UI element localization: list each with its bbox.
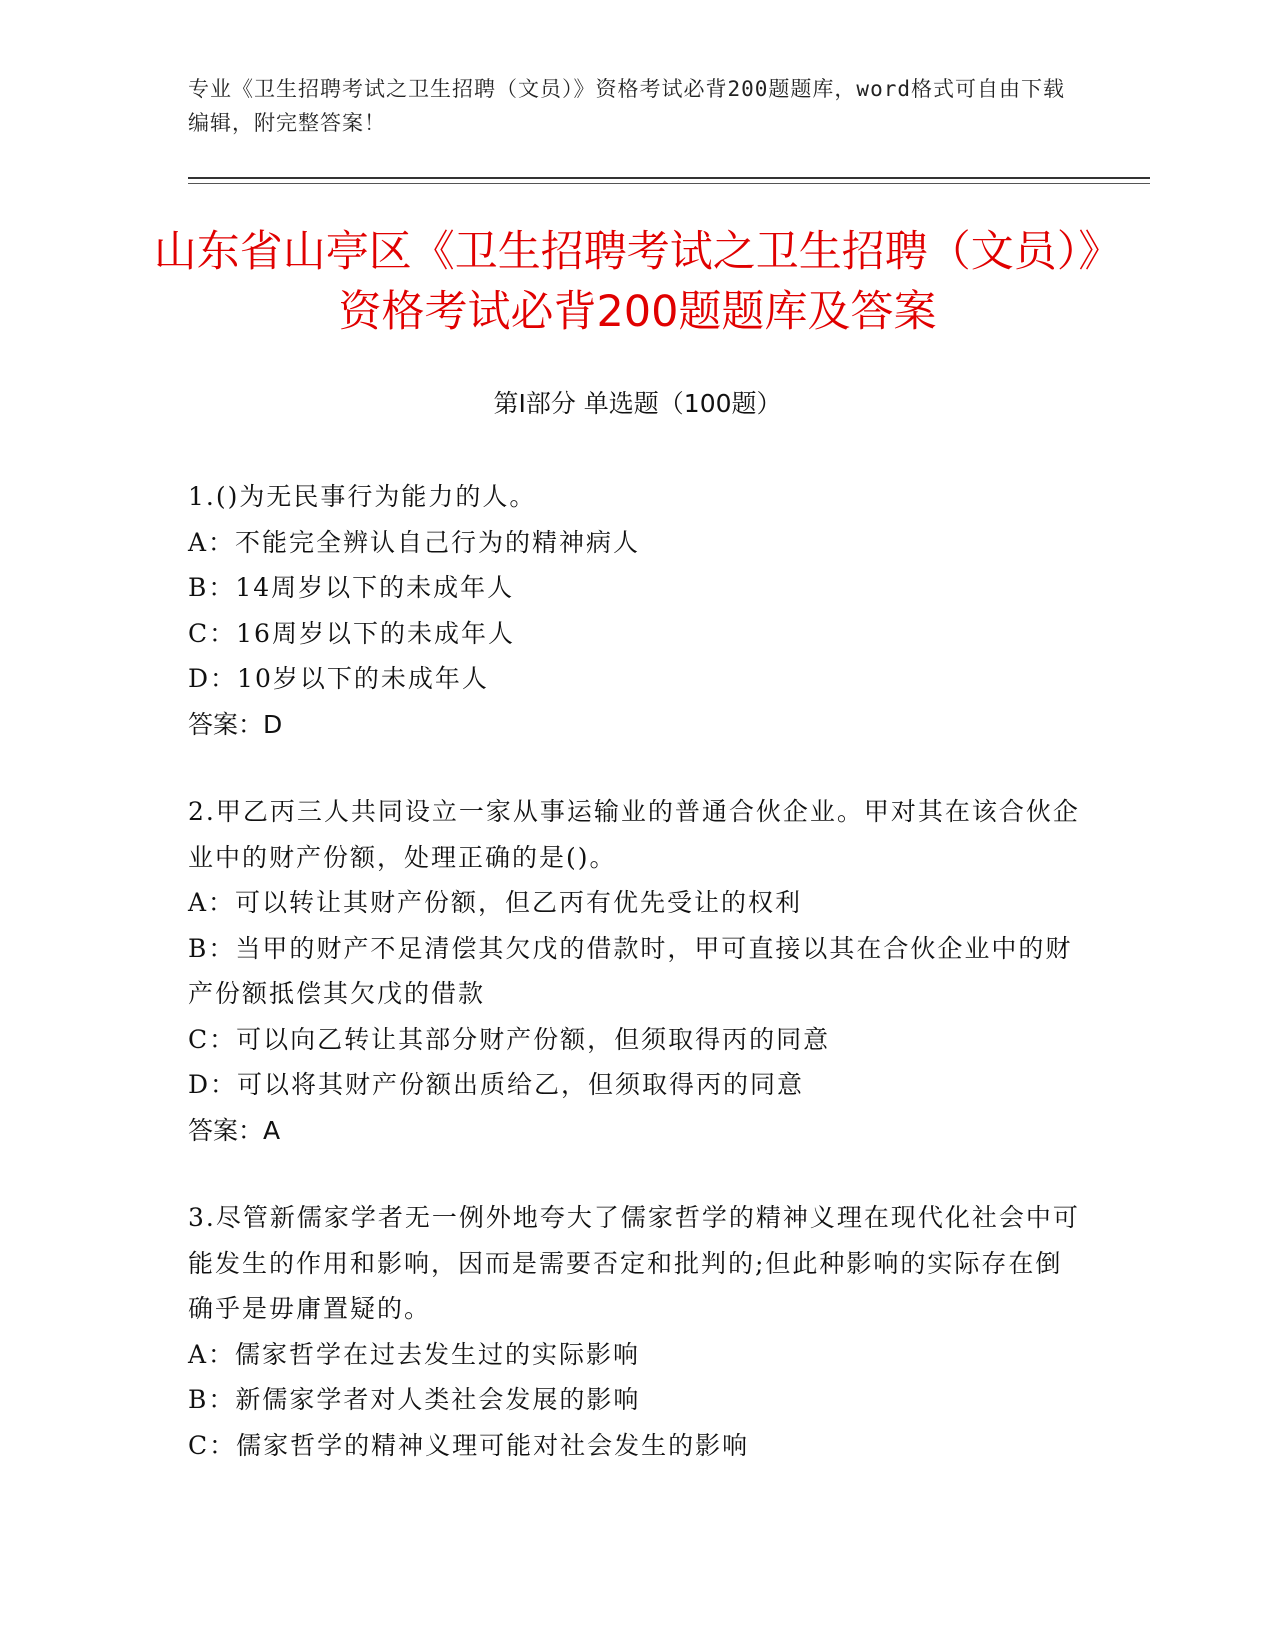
question-stem: 3.尽管新儒家学者无一例外地夸大了儒家哲学的精神义理在现代化社会中可能发生的作用和影响，因而是需要否定和批判的;但此种影响的实际存在倒确乎是毋庸置疑的。 [188, 1203, 1080, 1323]
section-heading: 第Ⅰ部分 单选题（100题） [493, 389, 782, 418]
answer-text: 答案：A [188, 1115, 281, 1145]
option-a: A：儒家哲学在过去发生过的实际影响 [188, 1339, 641, 1369]
question-list [188, 474, 1088, 1510]
document-title: 山东省山亭区《卫生招聘考试之卫生招聘（文员）》资格考试必背200题题库及答案 [153, 227, 1122, 337]
header-divider-thin [188, 183, 1150, 184]
question-3 [188, 1195, 1088, 1468]
header-note: 专业《卫生招聘考试之卫生招聘（文员）》资格考试必背200题题库，word格式可自由下载编辑，附完整答案！ [188, 77, 1065, 135]
option-a: A：可以转让其财产份额，但乙丙有优先受让的权利 [188, 888, 803, 917]
option-b: B：新儒家学者对人类社会发展的影响 [188, 1385, 641, 1414]
question-1 [188, 474, 1088, 747]
question-stem: 1.()为无民事行为能力的人。 [188, 482, 537, 511]
option-d: D：10岁以下的未成年人 [188, 664, 489, 693]
option-c: C：16周岁以下的未成年人 [188, 618, 515, 648]
option-c: C：儒家哲学的精神义理可能对社会发生的影响 [188, 1430, 750, 1460]
question-stem: 2.甲乙丙三人共同设立一家从事运输业的普通合伙企业。甲对其在该合伙企业中的财产份额，处理正确的是()。 [188, 797, 1080, 872]
option-d: D：可以将其财产份额出质给乙，但须取得丙的同意 [188, 1070, 805, 1099]
header-divider [188, 177, 1150, 179]
option-a: A：不能完全辨认自己行为的精神病人 [188, 527, 641, 557]
answer-text: 答案：D [188, 709, 283, 739]
option-c: C：可以向乙转让其部分财产份额，但须取得丙的同意 [188, 1024, 831, 1054]
option-b: B：当甲的财产不足清偿其欠戊的借款时，甲可直接以其在合伙企业中的财产份额抵偿其欠戊的借款 [188, 933, 1073, 1008]
option-b: B：14周岁以下的未成年人 [188, 573, 515, 602]
question-2 [188, 789, 1088, 1153]
